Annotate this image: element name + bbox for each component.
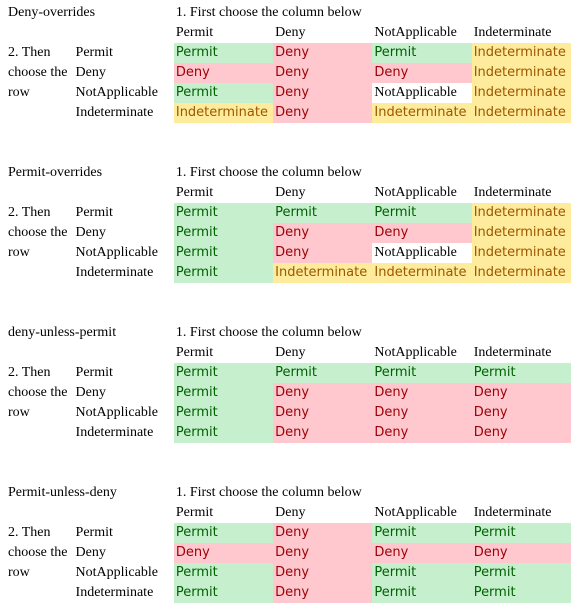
result-cell: Deny	[472, 403, 571, 423]
column-header: Permit	[175, 25, 214, 40]
step2-instruction	[6, 103, 74, 123]
algorithm-name: deny-unless-permit	[8, 325, 117, 340]
result-cell: Permit	[174, 563, 273, 583]
result-cell: Permit	[174, 223, 273, 243]
row-label: NotApplicable	[75, 405, 158, 420]
step2-instruction: choose the	[8, 385, 68, 400]
column-header-row	[6, 183, 571, 203]
row-label: Permit	[75, 205, 113, 220]
result-cell: Permit	[472, 563, 571, 583]
step2-instruction: 2. Then	[8, 365, 51, 380]
result-cell: Permit	[174, 403, 273, 423]
column-header-row	[6, 503, 571, 523]
step2-instruction: row	[8, 405, 30, 420]
result-cell: Deny	[273, 543, 372, 563]
header-spacer	[6, 343, 74, 363]
result-cell: Permit	[174, 423, 273, 443]
result-cell: Indeterminate	[372, 103, 471, 123]
table-row	[6, 423, 571, 443]
step2-instruction: 2. Then	[8, 205, 51, 220]
step2-instruction	[6, 423, 74, 443]
table-row	[6, 363, 571, 383]
result-cell: Deny	[372, 223, 471, 243]
column-header: Indeterminate	[473, 345, 552, 360]
algorithm-name: Deny-overrides	[8, 5, 96, 20]
column-header: NotApplicable	[374, 345, 457, 360]
result-cell: Permit	[174, 203, 273, 223]
column-header: NotApplicable	[374, 505, 457, 520]
result-cell: Permit	[174, 523, 273, 543]
result-cell: Deny	[273, 103, 372, 123]
result-cell: Deny	[273, 383, 372, 403]
result-cell: Indeterminate	[472, 223, 571, 243]
table-row	[6, 543, 571, 563]
result-cell: Deny	[273, 563, 372, 583]
result-cell: NotApplicable	[372, 83, 471, 103]
result-cell: Deny	[273, 423, 372, 443]
row-label: NotApplicable	[75, 245, 158, 260]
column-header: Indeterminate	[473, 25, 552, 40]
table-row	[6, 563, 571, 583]
result-cell: Permit	[472, 523, 571, 543]
result-cell: Indeterminate	[472, 103, 571, 123]
row-label: NotApplicable	[75, 565, 158, 580]
step2-instruction	[6, 263, 74, 283]
result-cell: Deny	[273, 223, 372, 243]
result-cell: Deny	[472, 383, 571, 403]
header-spacer	[74, 503, 174, 523]
algorithm-name: Permit-overrides	[8, 165, 103, 180]
step2-instruction: row	[8, 85, 30, 100]
row-label: Deny	[75, 545, 106, 560]
table-title-row	[6, 483, 571, 503]
header-spacer	[74, 343, 174, 363]
table-title-row	[6, 163, 571, 183]
column-header: Permit	[175, 345, 214, 360]
result-cell: Deny	[372, 543, 471, 563]
result-cell: Indeterminate	[472, 43, 571, 63]
column-header: Permit	[175, 185, 214, 200]
step2-instruction: choose the	[8, 65, 68, 80]
algorithm-name: Permit-unless-deny	[8, 485, 117, 500]
result-cell: Deny	[472, 423, 571, 443]
column-header: Deny	[275, 345, 306, 360]
result-cell: Permit	[174, 363, 273, 383]
result-cell: Indeterminate	[472, 263, 571, 283]
result-cell: Permit	[174, 383, 273, 403]
result-cell: Deny	[273, 583, 372, 603]
result-cell: Permit	[472, 583, 571, 603]
table-row	[6, 83, 571, 103]
row-label: Permit	[75, 525, 113, 540]
table-row	[6, 403, 571, 423]
row-label: Deny	[75, 65, 106, 80]
row-label: Deny	[75, 225, 106, 240]
result-cell: Permit	[174, 83, 273, 103]
result-cell: Permit	[273, 203, 372, 223]
result-cell: Deny	[372, 63, 471, 83]
decision-table	[6, 3, 571, 123]
result-cell: Permit	[472, 363, 571, 383]
result-cell: Indeterminate	[472, 83, 571, 103]
table-row	[6, 383, 571, 403]
column-header: Indeterminate	[473, 185, 552, 200]
result-cell: Permit	[174, 263, 273, 283]
result-cell: Indeterminate	[472, 243, 571, 263]
table-row	[6, 43, 571, 63]
table-title-row	[6, 3, 571, 23]
table-row	[6, 523, 571, 543]
table-row	[6, 203, 571, 223]
column-header: Deny	[275, 25, 306, 40]
result-cell: Deny	[273, 243, 372, 263]
result-cell: Deny	[174, 543, 273, 563]
row-label: Indeterminate	[75, 265, 154, 280]
header-spacer	[6, 23, 74, 43]
result-cell: Permit	[372, 523, 471, 543]
header-spacer	[6, 183, 74, 203]
column-header-row	[6, 343, 571, 363]
result-cell: Deny	[273, 403, 372, 423]
table-title-row	[6, 323, 571, 343]
decision-table	[6, 483, 571, 603]
table-row	[6, 103, 571, 123]
result-cell: Deny	[372, 403, 471, 423]
table-row	[6, 263, 571, 283]
result-cell: Deny	[273, 63, 372, 83]
result-cell: Permit	[372, 563, 471, 583]
table-row	[6, 223, 571, 243]
step2-instruction: 2. Then	[8, 45, 51, 60]
step2-instruction	[6, 583, 74, 603]
table-row	[6, 583, 571, 603]
result-cell: Deny	[174, 63, 273, 83]
row-label: Indeterminate	[75, 585, 154, 600]
column-header: NotApplicable	[374, 25, 457, 40]
result-cell: Permit	[174, 583, 273, 603]
step2-instruction: 2. Then	[8, 525, 51, 540]
step2-instruction: row	[8, 565, 30, 580]
result-cell: Permit	[372, 363, 471, 383]
result-cell: Indeterminate	[472, 203, 571, 223]
result-cell: Deny	[472, 543, 571, 563]
result-cell: Indeterminate	[472, 63, 571, 83]
result-cell: Permit	[372, 203, 471, 223]
step2-instruction: row	[8, 245, 30, 260]
result-cell: Permit	[372, 583, 471, 603]
column-header-row	[6, 23, 571, 43]
decision-table	[6, 163, 571, 283]
table-row	[6, 63, 571, 83]
result-cell: Indeterminate	[174, 103, 273, 123]
result-cell: Deny	[372, 423, 471, 443]
step1-instruction: 1. First choose the column below	[175, 5, 362, 20]
step2-instruction: choose the	[8, 545, 68, 560]
result-cell: Indeterminate	[372, 263, 471, 283]
row-label: Permit	[75, 45, 113, 60]
column-header: Deny	[275, 505, 306, 520]
header-spacer	[74, 183, 174, 203]
row-label: Indeterminate	[75, 425, 154, 440]
header-spacer	[74, 23, 174, 43]
row-label: Permit	[75, 365, 113, 380]
column-header: Deny	[275, 185, 306, 200]
table-row	[6, 243, 571, 263]
column-header: Indeterminate	[473, 505, 552, 520]
result-cell: Permit	[273, 363, 372, 383]
row-label: NotApplicable	[75, 85, 158, 100]
result-cell: NotApplicable	[372, 243, 471, 263]
row-label: Indeterminate	[75, 105, 154, 120]
result-cell: Deny	[273, 83, 372, 103]
decision-table	[6, 323, 571, 443]
result-cell: Indeterminate	[273, 263, 372, 283]
header-spacer	[6, 503, 74, 523]
row-label: Deny	[75, 385, 106, 400]
step1-instruction: 1. First choose the column below	[175, 485, 362, 500]
result-cell: Deny	[273, 43, 372, 63]
step1-instruction: 1. First choose the column below	[175, 325, 362, 340]
column-header: Permit	[175, 505, 214, 520]
result-cell: Permit	[174, 43, 273, 63]
result-cell: Permit	[174, 243, 273, 263]
column-header: NotApplicable	[374, 185, 457, 200]
step2-instruction: choose the	[8, 225, 68, 240]
result-cell: Deny	[273, 523, 372, 543]
result-cell: Deny	[372, 383, 471, 403]
result-cell: Permit	[372, 43, 471, 63]
step1-instruction: 1. First choose the column below	[175, 165, 362, 180]
